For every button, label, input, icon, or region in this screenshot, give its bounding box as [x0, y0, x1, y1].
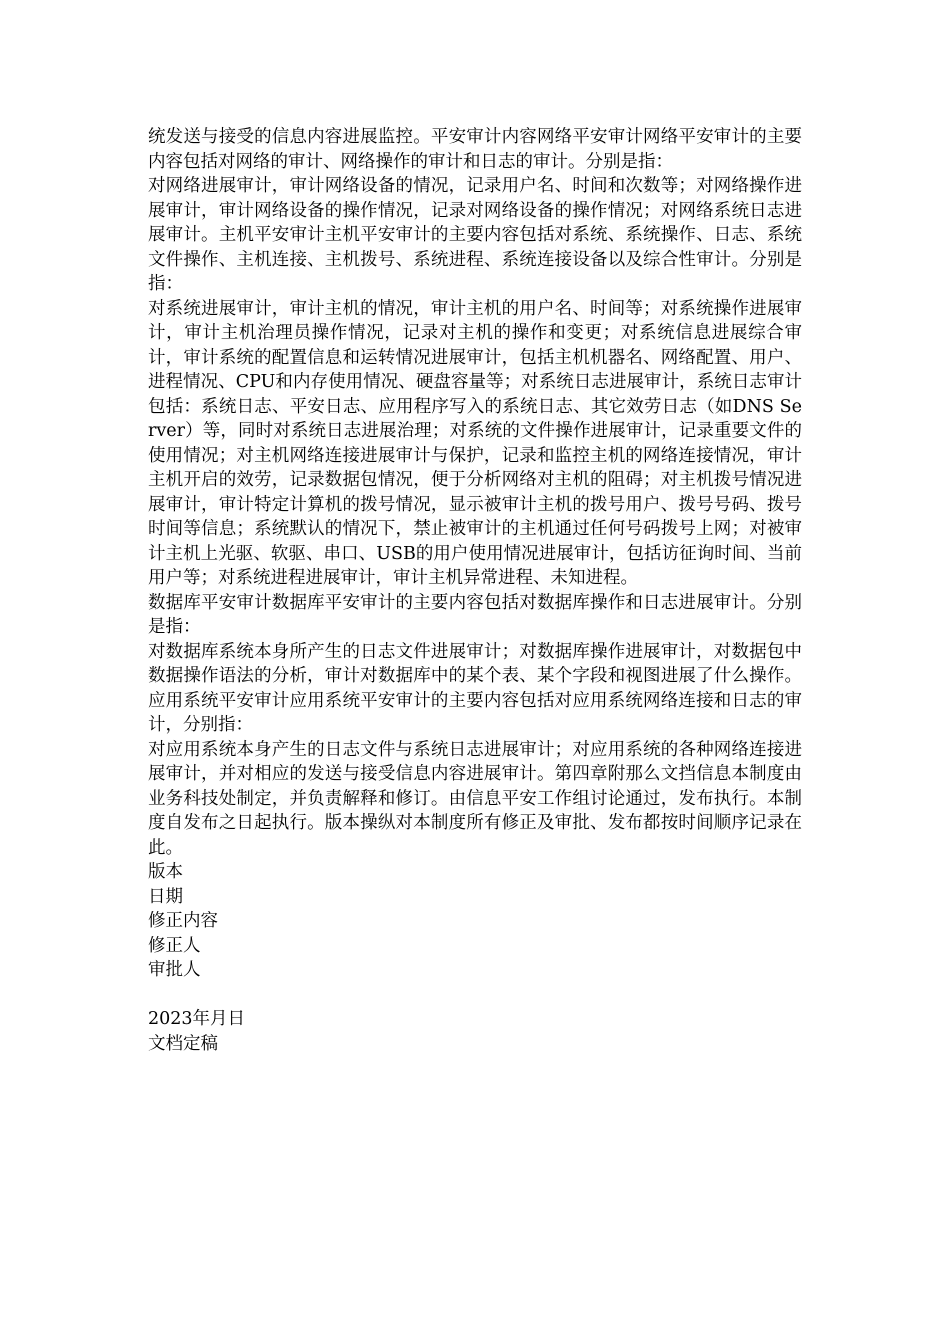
paragraph-1: 统发送与接受的信息内容进展监控。平安审计内容网络平安审计网络平安审计的主要内容包括对网络的审计、网络操作的审计和日志的审计。分别是指：: [148, 127, 802, 172]
paragraph-2: 对网络进展审计，审计网络设备的情况，记录用户名、时间和次数等；对网络操作进展审计，审计网络设备的操作情况，记录对网络设备的操作情况；对网络系统日志进展审计。主机平安审计主机平安审计的主要内容包括对系统、系统操作、日志、系统文件操作、主机连接、主机拨号、系统进程、系统连接设备以及综合性审计。分别是指：: [148, 176, 802, 294]
table-label-date: 日期: [148, 886, 183, 907]
table-label-reviser: 修正人: [148, 935, 201, 956]
spacer: [148, 983, 802, 1008]
paragraph-6: 对应用系统本身产生的日志文件与系统日志进展审计；对应用系统的各种网络连接进展审计，并对相应的发送与接受信息内容进展审计。第四章附那么文挡信息本制度由业务科技处制定，并负责解释和修订。由信息平安工作组讨论通过，发布执行。本制度自发布之日起执行。版本操纵对本制度所有修正及审批、发布都按时间顺序记录在此。: [148, 739, 802, 858]
table-label-version: 版本: [148, 862, 183, 882]
table-label-approver: 审批人: [148, 960, 201, 980]
paragraph-5: 对数据库系统本身所产生的日志文件进展审计；对数据库操作进展审计，对数据包中数据操作语法的分析，审计对数据库中的某个表、某个字段和视图进展了什么操作。应用系统平安审计应用系统平安审计的主要内容包括对应用系统网络连接和日志的审计，分别指：: [148, 641, 802, 735]
document-page: [148, 125, 802, 1056]
date-text: 2023年月日: [148, 1009, 246, 1029]
paragraph-3: 对系统进展审计，审计主机的情况，审计主机的用户名、时间等；对系统操作进展审计，审计主机治理员操作情况，记录对主机的操作和变更；对系统信息进展综合审计，审计系统的配置信息和运转情况进展审计，包括主机机器名、网络配置、用户、进程情况、CPU和内存使用情况、硬盘容量等；对系统日志进展审计，系统日志审计包括：系统日志、平安日志、应用程序写入的系统日志、其它效劳日志（如DNS Server）等，同时对系统日志进展治理；对系统的文件操作进展审计，记录重要文件的使用情况；对主机网络连接进展审计与保护，记录和监控主机的网络连接情况，审计主机开启的效劳，记录数据包情况，便于分析网络对主机的阻碍；对主机拨号情况进展审计，审计特定计算机的拨号情况，显示被审计主机的拨号用户、拨号号码、拨号时间等信息；系统默认的情况下，禁止被审计的主机通过任何号码拨号上网；对被审计主机上光驱、软驱、串口、USB的用户使用情况进展审计，包括访征询时间、当前用户等；对系统进程进展审计，审计主机异常进程、未知进程。: [148, 298, 802, 588]
table-label-revision-content: 修正内容: [148, 911, 218, 931]
paragraph-4: 数据库平安审计数据库平安审计的主要内容包括对数据库操作和日志进展审计。分别是指：: [148, 592, 802, 637]
status-text: 文档定稿: [148, 1033, 218, 1054]
